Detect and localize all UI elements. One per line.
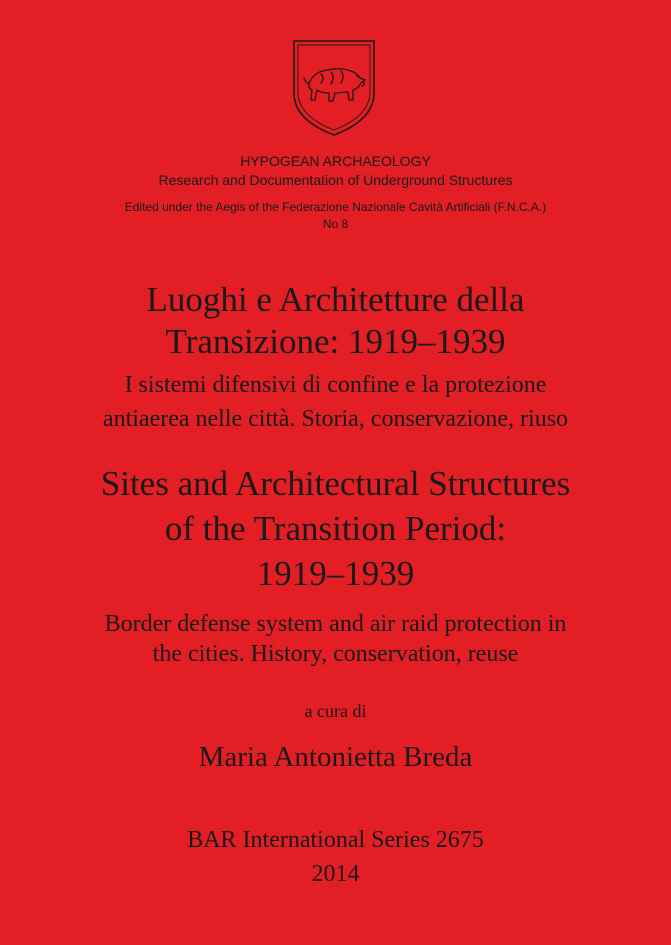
english-title-line-1: Sites and Architectural Structures (100, 464, 571, 503)
publication-series: BAR International Series 2675 (187, 827, 484, 853)
boar-shield-icon (291, 38, 377, 138)
series-name: HYPOGEAN ARCHAEOLOGY (240, 153, 431, 169)
italian-title-line-1: Luoghi e Architetture della (146, 280, 525, 319)
english-subtitle-line-2: the cities. History, conservation, reuse (152, 641, 519, 667)
italian-title-line-2: Transizione: 1919–1939 (165, 322, 506, 361)
english-title-line-3: 1919–1939 (256, 554, 415, 593)
publication-year: 2014 (311, 861, 360, 887)
italian-subtitle-line-2: antiaerea nelle città. Storia, conservazione, riuso (102, 406, 569, 432)
english-subtitle-line-1: Border defense system and air raid protection in (104, 611, 567, 637)
italian-subtitle-line-1: I sistemi difensivi di confine e la protezione (124, 372, 547, 398)
series-number: No 8 (322, 217, 349, 231)
series-edited-under: Edited under the Aegis of the Federazione Nazionale Cavità Artificiali (F.N.C.A.) (124, 200, 547, 214)
curator-label: a cura di (304, 701, 367, 721)
editor-name: Maria Antonietta Breda (198, 741, 473, 773)
series-subtitle: Research and Documentation of Underground Structures (158, 172, 513, 188)
english-title-line-2: of the Transition Period: (164, 509, 507, 548)
